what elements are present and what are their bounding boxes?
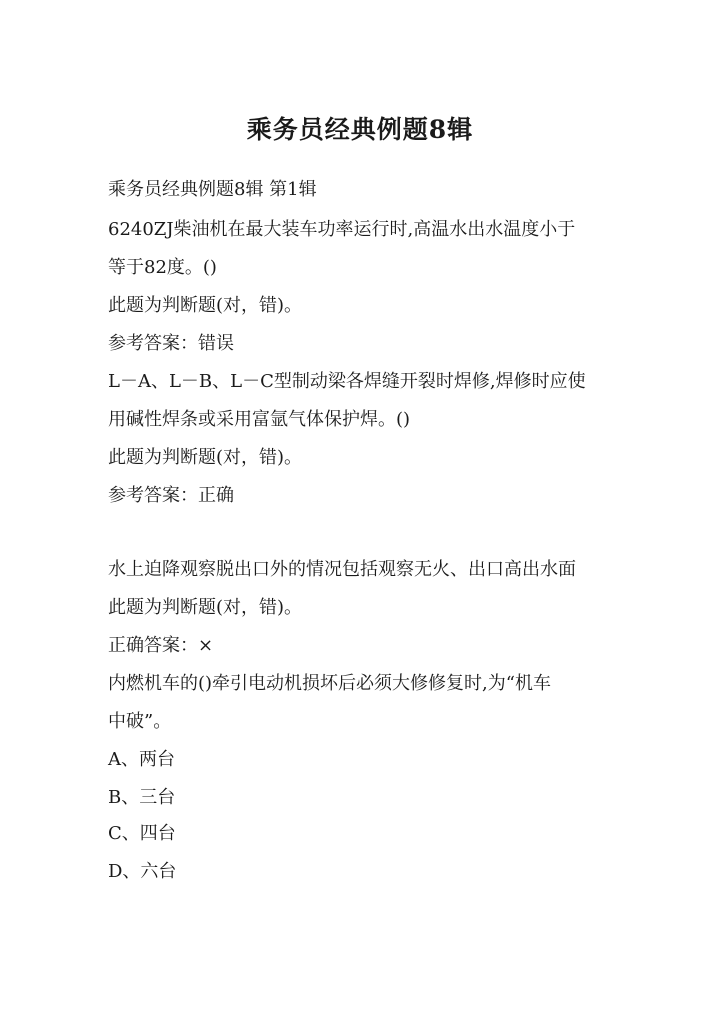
question-1-text-line-1: 6240ZJ柴油机在最大装车功率运行时,高温水出水温度小于 [108, 219, 576, 240]
question-4-option-a: A、两台 [108, 749, 175, 770]
document-title: 乘务员经典例题8辑 [246, 115, 474, 144]
question-2-answer: 参考答案：正确 [108, 485, 234, 506]
question-4-text-line-2: 中破”。 [108, 711, 172, 732]
section-subtitle: 乘务员经典例题8辑 第1辑 [108, 179, 317, 200]
question-4-option-c: C、四台 [108, 823, 176, 844]
question-2-text-line-1: L－A、L－B、L－C型制动梁各焊缝开裂时焊修,焊修时应使 [108, 371, 586, 392]
question-4-option-d: D、六台 [108, 861, 177, 882]
question-1-text-line-2: 等于82度。() [108, 257, 217, 278]
question-3-text-line-1: 水上迫降观察脱出口外的情况包括观察无火、出口高出水面 [108, 559, 576, 580]
question-4-option-b: B、三台 [108, 787, 176, 808]
question-3-type: 此题为判断题(对，错)。 [108, 597, 303, 618]
question-4-text-line-1: 内燃机车的()牵引电动机损坏后必须大修修复时,为“机车 [108, 673, 551, 694]
question-1-type: 此题为判断题(对，错)。 [108, 295, 303, 316]
question-2-text-line-2: 用碱性焊条或采用富氩气体保护焊。() [108, 409, 411, 430]
question-2-type: 此题为判断题(对，错)。 [108, 447, 303, 468]
question-3-answer: 正确答案：× [108, 635, 214, 656]
question-1-answer: 参考答案：错误 [108, 333, 234, 354]
